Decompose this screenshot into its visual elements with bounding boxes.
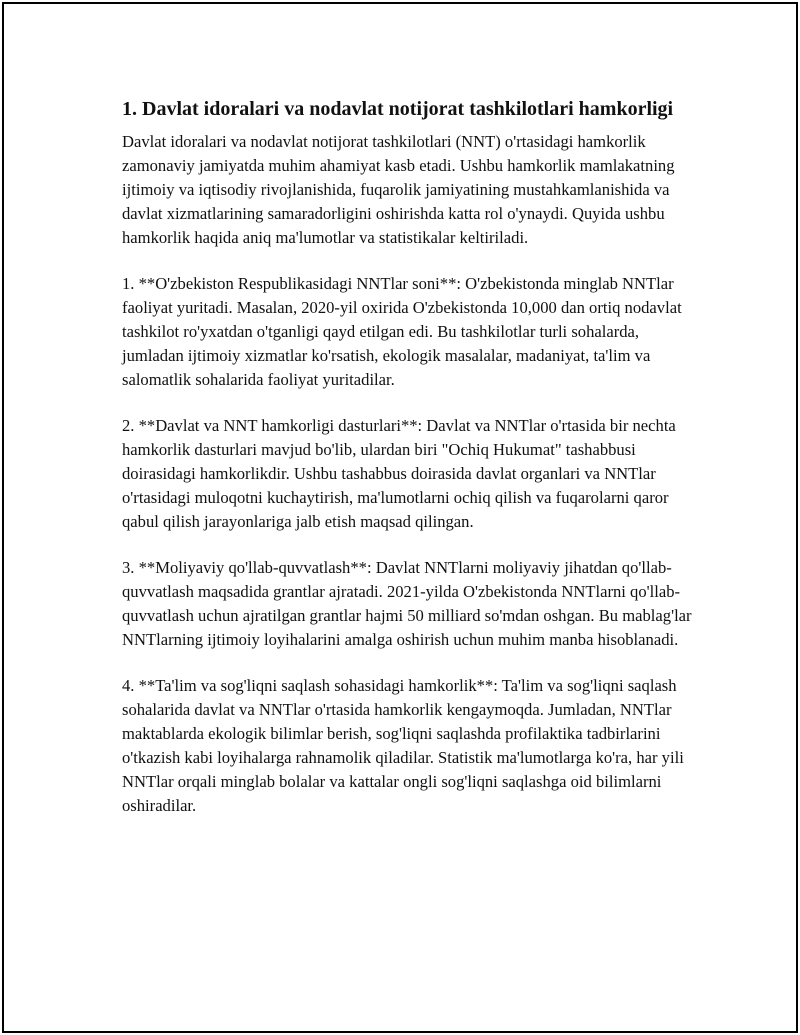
paragraph-education-health: 4. **Ta'lim va sog'liqni saqlash sohasidagi hamkorlik**: Ta'lim va sog'liqni saqlash sohalarida davlat va NNTlar o'rtasida hamkorlik kengaymoqda. Jumladan, NNTlar maktablarda ekologik bilimlar berish, sog'liqni saqlashda profilaktika tadbirlarini o'tkazish kabi loyihalarga rahnamolik qiladilar. Statistik ma'lumotlarga ko'ra, har yili NNTlar orqali minglab bolalar va kattalar ongli sog'liqni saqlashga oid bilimlarni oshiradilar. (122, 676, 684, 815)
paragraph-financial-support: 3. **Moliyaviy qo'llab-quvvatlash**: Davlat NNTlarni moliyaviy jihatdan qo'llab-quvvatlash maqsadida grantlar ajratadi. 2021-yilda O'zbekistonda NNTlarni qo'llab-quvvatlash uchun ajratilgan grantlar hajmi 50 milliard so'mdan oshgan. Bu mablag'lar NNTlarning ijtimoiy loyihalarini amalga oshirish uchun muhim manba hisoblanadi. (122, 558, 692, 649)
intro-paragraph: Davlat idoralari va nodavlat notijorat tashkilotlari (NNT) o'rtasidagi hamkorlik zamonaviy jamiyatda muhim ahamiyat kasb etadi. Ushbu hamkorlik mamlakatning ijtimoiy va iqtisodiy rivojlanishida, fuqarolik jamiyatining mustahkamlanishida va davlat xizmatlarining samaradorligini oshirishda katta rol o'ynaydi. Quyida ushbu hamkorlik haqida aniq ma'lumotlar va statistikalar keltiriladi. (122, 132, 675, 247)
paragraph-cooperation-programs: 2. **Davlat va NNT hamkorligi dasturlari**: Davlat va NNTlar o'rtasida bir nechta hamkorlik dasturlari mavjud bo'lib, ulardan biri "Ochiq Hukumat" tashabbusi doirasidagi hamkorlikdir. Ushbu tashabbus doirasida davlat organlari va NNTlar o'rtasidagi muloqotni kuchaytirish, ma'lumotlarni ochiq qilish va fuqarolarni qaror qabul qilish jarayonlariga jalb etish maqsad qilingan. (122, 416, 676, 531)
document-body (122, 95, 697, 840)
document-heading: 1. Davlat idoralari va nodavlat notijorat tashkilotlari hamkorligi (122, 98, 674, 120)
paragraph-ngo-count: 1. **O'zbekiston Respublikasidagi NNTlar soni**: O'zbekistonda minglab NNTlar faoliyat yuritadi. Masalan, 2020-yil oxirida O'zbekistonda 10,000 dan ortiq nodavlat tashkilot ro'yxatdan o'tganligi qayd etilgan edi. Bu tashkilotlar turli sohalarda, jumladan ijtimoiy xizmatlar ko'rsatish, ekologik masalalar, madaniyat, ta'lim va salomatlik sohalarida faoliyat yuritadilar. (122, 274, 682, 389)
page-frame (2, 2, 798, 1033)
